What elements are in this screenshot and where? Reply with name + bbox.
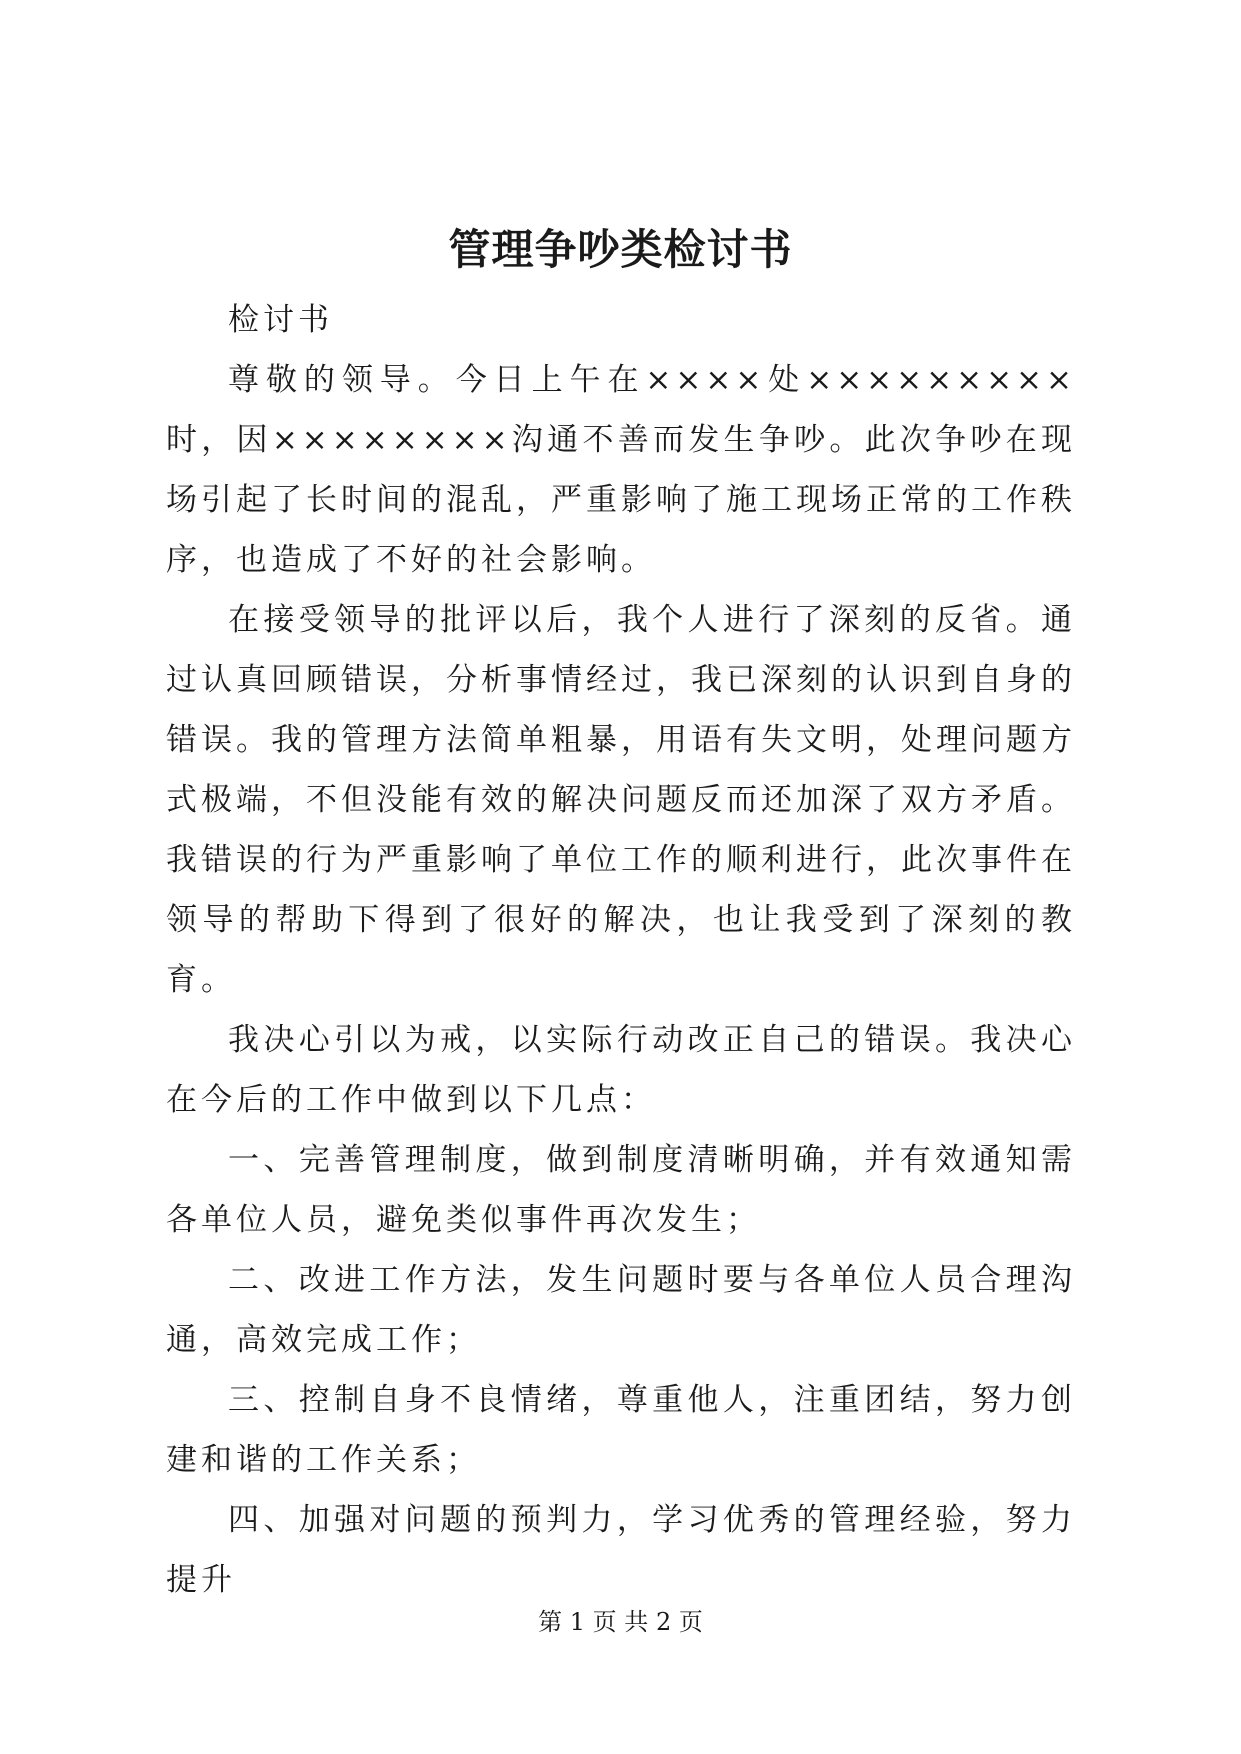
paragraph-resolution: 我决心引以为戒，以实际行动改正自己的错误。我决心在今后的工作中做到以下几点： xyxy=(166,1022,1076,1118)
paragraph-salutation: 尊敬的领导。今日上午在××××处×××××××××时，因××××××××沟通不善而发生争吵。此次争吵在现场引起了长时间的混乱，严重影响了施工现场正常的工作秩序，也造成了不好的社会影响。 xyxy=(166,362,1076,578)
page-number-footer: 第 1 页 共 2 页 xyxy=(538,1608,703,1636)
paragraph-point-3: 三、控制自身不良情绪，尊重他人，注重团结，努力创建和谐的工作关系； xyxy=(166,1382,1076,1478)
paragraph-heading: 检讨书 xyxy=(228,302,333,338)
paragraph-point-4: 四、加强对问题的预判力，学习优秀的管理经验，努力提升 xyxy=(166,1502,1076,1598)
paragraph-point-2: 二、改进工作方法，发生问题时要与各单位人员合理沟通，高效完成工作； xyxy=(166,1262,1076,1358)
paragraph-point-1: 一、完善管理制度，做到制度清晰明确，并有效通知需各单位人员，避免类似事件再次发生； xyxy=(166,1142,1076,1238)
document-title: 管理争吵类检讨书 xyxy=(448,225,793,274)
document-body xyxy=(166,290,1076,1610)
paragraph-reflection: 在接受领导的批评以后，我个人进行了深刻的反省。通过认真回顾错误，分析事情经过，我已深刻的认识到自身的错误。我的管理方法简单粗暴，用语有失文明，处理问题方式极端，不但没能有效的解决问题反而还加深了双方矛盾。我错误的行为严重影响了单位工作的顺利进行，此次事件在领导的帮助下得到了很好的解决，也让我受到了深刻的教育。 xyxy=(166,602,1076,998)
